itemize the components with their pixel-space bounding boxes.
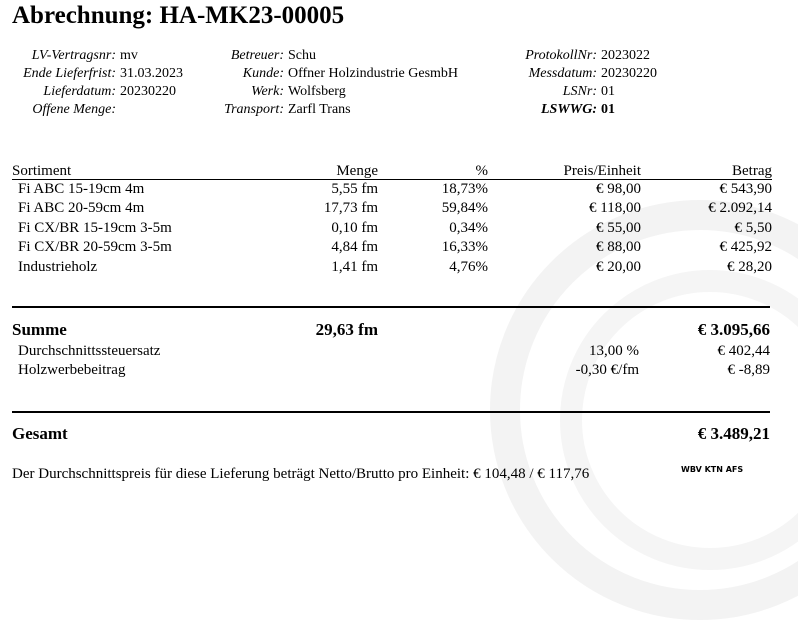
row-sortiment: Fi CX/BR 20-59cm 3-5m — [18, 239, 172, 256]
summe-menge: 29,63 fm — [315, 320, 378, 339]
row-sortiment: Fi ABC 15-19cm 4m — [18, 181, 145, 197]
row-preis: € 98,00 — [596, 181, 641, 197]
row-percent: 18,73% — [441, 181, 488, 197]
row-percent: 0,34% — [449, 219, 488, 236]
header-sortiment: Sortiment — [12, 163, 272, 180]
steuer-betrag: € 402,44 — [717, 343, 770, 359]
row-sortiment: Fi ABC 20-59cm 4m — [18, 200, 145, 217]
row-sortiment: Industrieholz — [18, 258, 98, 275]
meta-column-protocol — [505, 47, 657, 119]
summe-label: Summe — [12, 320, 67, 339]
row-preis: € 55,00 — [596, 219, 641, 236]
summe-betrag: € 3.095,66 — [697, 320, 770, 339]
positions-table — [12, 163, 772, 277]
header-preis: Preis/Einheit — [488, 163, 641, 180]
header-menge: Menge — [272, 163, 378, 180]
header-betrag: Betrag — [641, 163, 772, 180]
row-menge: 1,41 fm — [331, 258, 378, 275]
row-betrag: € 5,50 — [734, 219, 772, 236]
holzwerbe-label: Holzwerbebeitrag — [18, 362, 126, 378]
row-preis: € 20,00 — [596, 258, 641, 275]
divider-gesamt — [12, 411, 770, 413]
association-code: WBV KTN AFS — [681, 465, 744, 474]
row-percent: 4,76% — [449, 258, 488, 275]
row-preis: € 88,00 — [596, 239, 641, 256]
meta-column-customer — [200, 47, 458, 119]
table-row — [12, 238, 772, 257]
row-menge: 0,10 fm — [331, 219, 378, 236]
average-price-note: Der Durchschnittspreis für diese Lieferung beträgt Netto/Brutto pro Einheit: € 104,48 / € 117,76 — [12, 466, 590, 482]
meta-lswwg: LSWWG: 01 — [540, 102, 615, 117]
meta-open-quantity: Offene Menge: — [32, 102, 116, 117]
table-row — [12, 258, 772, 277]
holzwerbe-betrag: € -8,89 — [727, 362, 770, 378]
row-menge: 4,84 fm — [331, 239, 378, 256]
row-betrag: € 2.092,14 — [708, 200, 772, 217]
meta-customer: Kunde: Offner Holzindustrie GesmbH — [242, 66, 459, 81]
gesamt-betrag: € 3.489,21 — [697, 424, 770, 443]
steuer-rate: 13,00 % — [589, 343, 639, 359]
row-preis: € 118,00 — [589, 200, 641, 217]
row-betrag: € 425,92 — [719, 239, 772, 256]
meta-column-contract — [12, 47, 183, 119]
meta-ls-number: LSNr: 01 — [562, 84, 615, 99]
meta-measure-date: Messdatum: 20230220 — [528, 66, 657, 81]
meta-delivery-date: Lieferdatum: 20230220 — [43, 84, 176, 99]
page-title: Abrechnung: HA-MK23-00005 — [12, 2, 345, 29]
steuer-label: Durchschnittssteuersatz — [18, 343, 161, 359]
header-percent: % — [378, 163, 488, 180]
meta-plant: Werk: Wolfsberg — [251, 84, 346, 99]
meta-protocol-number: ProtokollNr: 2023022 — [525, 48, 650, 63]
row-percent: 16,33% — [441, 239, 488, 256]
divider-summe — [12, 306, 770, 308]
row-betrag: € 28,20 — [727, 258, 772, 275]
meta-delivery-deadline: Ende Lieferfrist: 31.03.2023 — [23, 66, 183, 81]
row-betrag: € 543,90 — [719, 181, 772, 197]
holzwerbe-rate: -0,30 €/fm — [575, 362, 639, 378]
row-sortiment: Fi CX/BR 15-19cm 3-5m — [18, 219, 172, 236]
meta-transport: Transport: Zarfl Trans — [224, 102, 351, 117]
meta-supervisor: Betreuer: Schu — [230, 48, 316, 63]
meta-contract-number: LV-Vertragsnr: mv — [31, 48, 138, 63]
table-header-row — [12, 163, 772, 180]
row-menge: 5,55 fm — [331, 181, 378, 197]
table-row — [12, 199, 772, 218]
row-percent: 59,84% — [441, 200, 488, 217]
table-row — [12, 180, 772, 200]
table-row — [12, 219, 772, 238]
gesamt-label: Gesamt — [12, 424, 68, 443]
row-menge: 17,73 fm — [323, 200, 378, 217]
